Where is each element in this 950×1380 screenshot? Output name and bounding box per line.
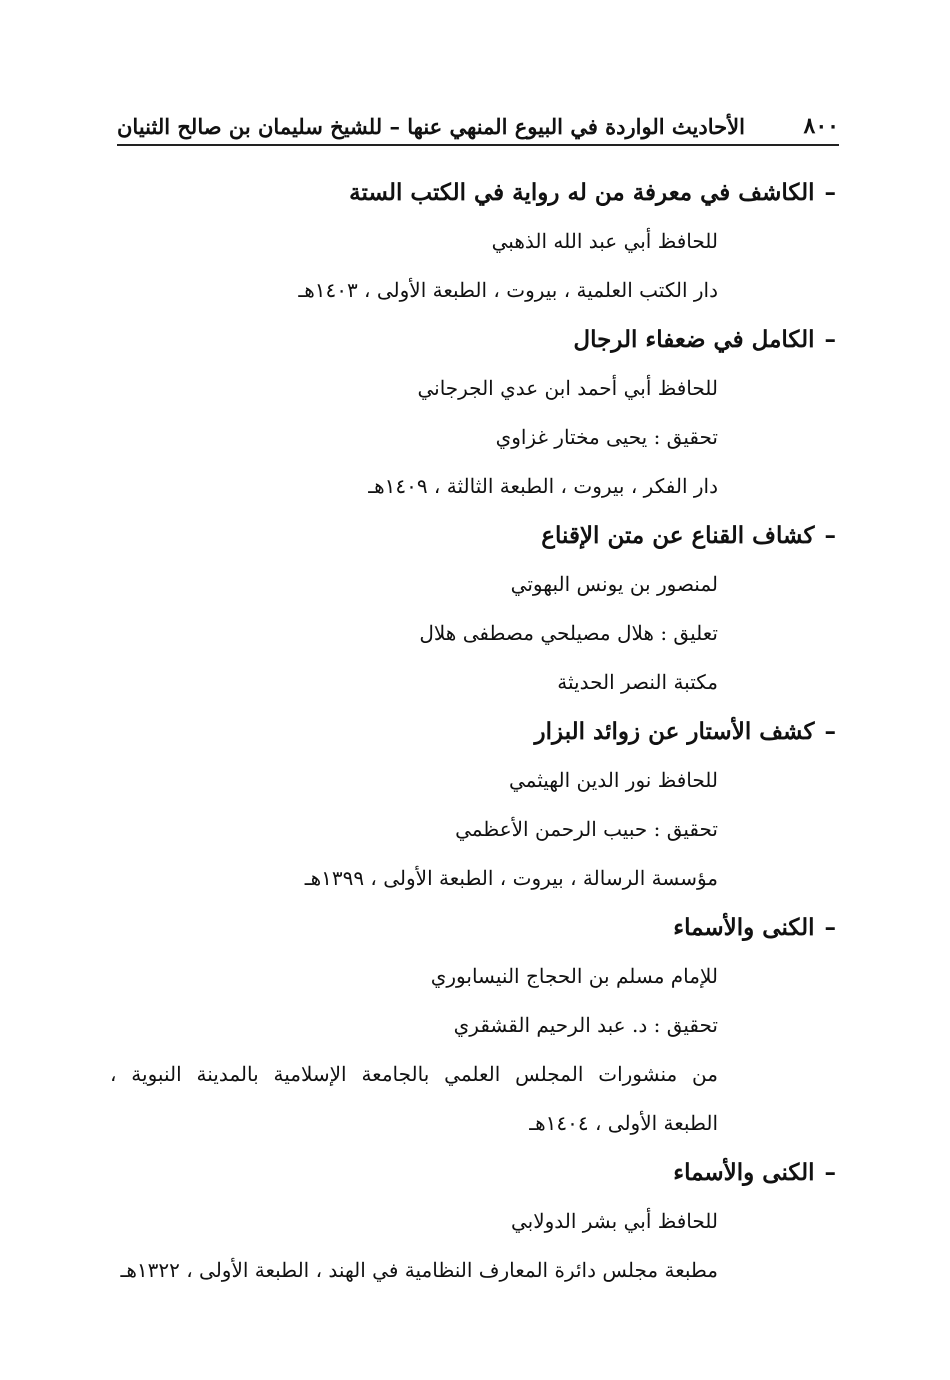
page-header bbox=[117, 112, 839, 146]
dash-bullet: – bbox=[824, 522, 836, 549]
bibliography-entry bbox=[110, 315, 838, 511]
entry-title bbox=[110, 1148, 836, 1197]
entry-publisher: مطبعة مجلس دائرة المعارف النظامية في الهند ، الطبعة الأولى ، ١٣٢٢هـ bbox=[120, 1258, 718, 1282]
dash-bullet: – bbox=[824, 1159, 836, 1186]
entry-title-text: كشف الأستار عن زوائد البزار bbox=[534, 718, 815, 745]
entry-title bbox=[110, 315, 836, 364]
entry-title bbox=[110, 707, 836, 756]
bibliography-entry bbox=[110, 903, 838, 1148]
entry-publisher: من منشورات المجلس العلمي بالجامعة الإسلامية بالمدينة النبوية ، bbox=[110, 1062, 718, 1086]
dash-bullet: – bbox=[824, 718, 836, 745]
entry-publisher: مكتبة النصر الحديثة bbox=[557, 670, 718, 694]
running-title: الأحاديث الواردة في البيوع المنهي عنها – للشيخ سليمان بن صالح الثنيان bbox=[117, 113, 745, 139]
dash-bullet: – bbox=[824, 914, 836, 941]
entry-title-text: كشاف القناع عن متن الإقناع bbox=[541, 522, 815, 549]
page-number: ٨٠٠ bbox=[803, 113, 839, 139]
dash-bullet: – bbox=[824, 326, 836, 353]
entry-author: للحافظ أبي بشر الدولابي bbox=[510, 1209, 718, 1233]
entry-title bbox=[110, 168, 836, 217]
bibliography-entry bbox=[110, 511, 838, 707]
dash-bullet: – bbox=[824, 179, 836, 206]
entry-title-text: الكنى والأسماء bbox=[673, 914, 815, 941]
entry-author: للحافظ أبي عبد الله الذهبي bbox=[491, 229, 718, 253]
entry-author: للحافظ نور الدين الهيثمي bbox=[508, 768, 718, 792]
entry-author: للإمام مسلم بن الحجاج النيسابوري bbox=[430, 964, 718, 988]
entry-author: لمنصور بن يونس البهوتي bbox=[510, 572, 718, 596]
entry-publisher: دار الكتب العلمية ، بيروت ، الطبعة الأولى ، ١٤٠٣هـ bbox=[298, 278, 718, 302]
entry-author: للحافظ أبي أحمد ابن عدي الجرجاني bbox=[417, 376, 718, 400]
entry-editor: تحقيق : يحيى مختار غزاوي bbox=[495, 425, 718, 449]
entry-commentator: تعليق : هلال مصيلحي مصطفى هلال bbox=[419, 621, 718, 645]
bibliography-entry bbox=[110, 707, 838, 903]
entry-title-text: الكامل في ضعفاء الرجال bbox=[573, 326, 815, 353]
entry-editor: تحقيق : د. عبد الرحيم القشقري bbox=[453, 1013, 718, 1037]
entry-editor: تحقيق : حبيب الرحمن الأعظمي bbox=[455, 817, 718, 841]
entry-edition: الطبعة الأولى ، ١٤٠٤هـ bbox=[529, 1111, 718, 1135]
entry-title-text: الكاشف في معرفة من له رواية في الكتب الستة bbox=[349, 179, 815, 206]
entry-publisher: دار الفكر ، بيروت ، الطبعة الثالثة ، ١٤٠٩هـ bbox=[368, 474, 718, 498]
entry-title-text: الكنى والأسماء bbox=[673, 1159, 815, 1186]
bibliography-list bbox=[110, 168, 838, 1295]
bibliography-entry bbox=[110, 1148, 838, 1295]
entry-publisher: مؤسسة الرسالة ، بيروت ، الطبعة الأولى ، ١٣٩٩هـ bbox=[304, 866, 718, 890]
entry-title bbox=[110, 903, 836, 952]
bibliography-entry bbox=[110, 168, 838, 315]
entry-title bbox=[110, 511, 836, 560]
